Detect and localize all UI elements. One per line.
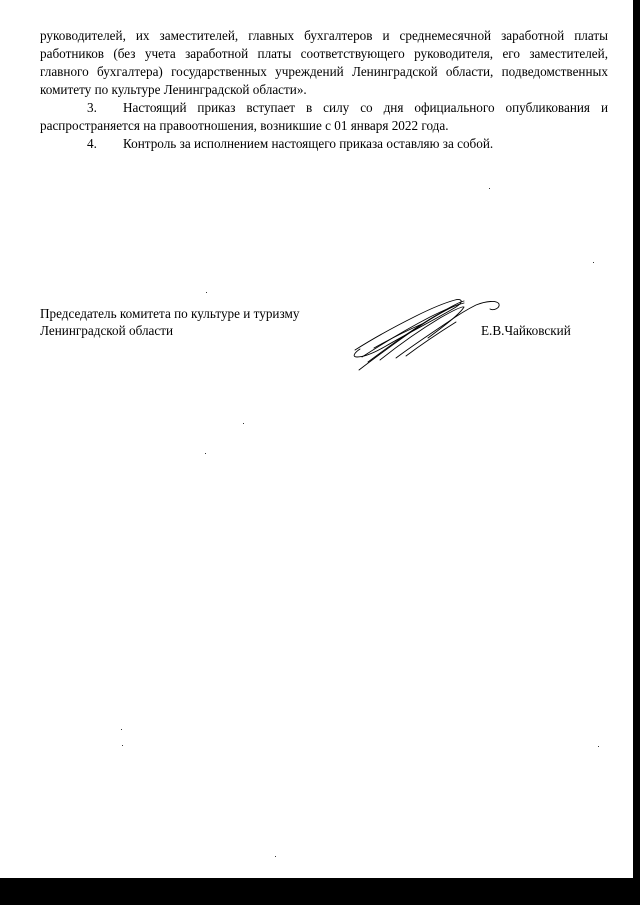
scan-speck xyxy=(243,423,244,424)
scan-speck xyxy=(593,262,594,263)
item-3-text: Настоящий приказ вступает в силу со дня официального опубликования и распространяется на правоотношения, возникшие с 01 января 2022 года. xyxy=(40,100,608,133)
scan-speck xyxy=(275,856,276,857)
scan-edge-bottom xyxy=(0,878,640,905)
item-4-number: 4. xyxy=(87,136,97,151)
scan-speck xyxy=(206,292,207,293)
scan-speck xyxy=(489,188,490,189)
document-body xyxy=(40,27,608,153)
signature-block xyxy=(40,305,600,385)
item-4-text: Контроль за исполнением настоящего приказа оставляю за собой. xyxy=(123,136,494,151)
item-3-number: 3. xyxy=(87,100,97,115)
signatory-position xyxy=(40,305,370,339)
signatory-position-line1: Председатель комитета по культуре и туризму xyxy=(40,306,300,321)
scan-speck xyxy=(122,745,123,746)
paragraph-continuation: руководителей, их заместителей, главных бухгалтеров и среднемесячной заработной платы работников (без учета заработной платы соответствующего руководителя, его заместителей, главного бухгалтера) государственных учреждений Ленинградской области, подведомственных комитету по культуре Ленинградской области». xyxy=(40,28,608,97)
scan-speck xyxy=(598,746,599,747)
scan-edge-right xyxy=(633,0,640,905)
signatory-name: Е.В.Чайковский xyxy=(481,323,571,338)
paragraph-item-4 xyxy=(40,135,608,153)
scan-speck xyxy=(121,729,122,730)
scan-speck xyxy=(205,453,206,454)
signatory-position-line2: Ленинградской области xyxy=(40,323,174,338)
paragraph-item-3 xyxy=(40,99,608,135)
handwritten-signature xyxy=(352,296,502,374)
